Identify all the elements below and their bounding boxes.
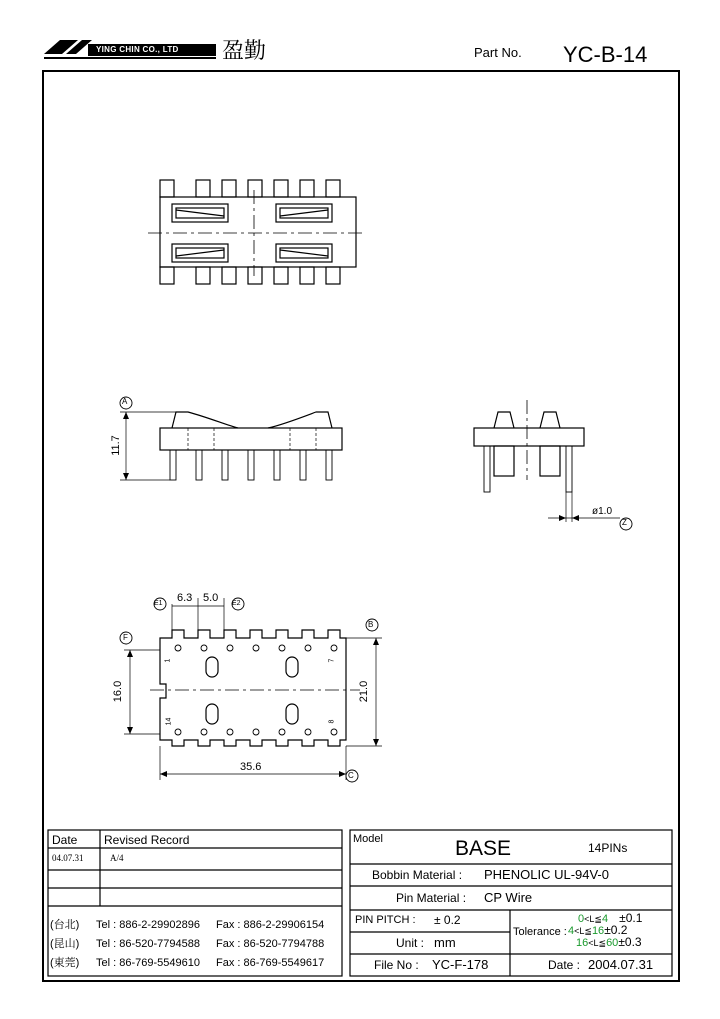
contact-region: (東莞): [50, 957, 80, 969]
dim-pin-diameter: ø1.0: [592, 506, 613, 517]
top-view-upper-pins: [160, 180, 340, 197]
dim-overall-width: 21.0: [358, 680, 371, 703]
pin-pitch-value: ± 0.2: [434, 913, 461, 927]
dim-height: 11.7: [109, 435, 122, 456]
tolerance-value: ±0.1: [619, 911, 643, 925]
tolerance-range-to: 4: [601, 913, 609, 925]
bobbin-material-label: Bobbin Material :: [372, 868, 463, 882]
datum-z: Z: [622, 518, 627, 527]
pin-count: 14PINs: [588, 841, 628, 855]
tolerance-value: ±0.2: [604, 923, 628, 937]
datum-e2: E2: [232, 600, 241, 607]
dim-overall-length: 35.6: [240, 761, 262, 773]
contact-region: (台北): [50, 919, 80, 931]
pin-material-value: CP Wire: [484, 890, 533, 905]
bobbin-material-value: PHENOLIC UL-94V-0: [484, 867, 609, 882]
datum-f: F: [123, 633, 128, 642]
datum-a: A: [122, 397, 128, 406]
tolerance-operator: <L≦: [584, 914, 602, 924]
revision-row-record: A/4: [110, 853, 124, 863]
contact-tel: Tel : 86-769-5549610: [96, 957, 200, 969]
part-no-value: YC-B-14: [563, 42, 648, 67]
tolerance-range-to: 60: [606, 937, 619, 949]
tolerance-label: Tolerance :: [513, 926, 567, 938]
revision-row-date: 04.07.31: [52, 853, 84, 863]
unit-label: Unit :: [396, 936, 425, 950]
revision-col-date: Date: [52, 833, 78, 847]
tolerance-row: [576, 936, 642, 949]
unit-value: mm: [434, 935, 456, 950]
contact-region: (昆山): [50, 938, 80, 950]
date-value: 2004.07.31: [588, 957, 654, 972]
tolerance-value: ±0.3: [618, 935, 642, 949]
dim-pitch-left: 6.3: [177, 592, 193, 604]
tolerance-operator: <L≦: [588, 938, 607, 948]
top-view-lower-pins: [160, 267, 340, 284]
pin-label-14: 14: [165, 717, 173, 726]
pin-label-8: 8: [328, 719, 336, 724]
date-label: Date :: [548, 958, 581, 972]
dim-inner-width: 16.0: [112, 680, 125, 703]
tolerance-range-from: 16: [576, 937, 589, 949]
bottom-view: [120, 598, 382, 782]
revision-col-record: Revised Record: [104, 833, 190, 847]
contact-fax: Fax : 86-520-7794788: [216, 938, 325, 950]
pin-material-label: Pin Material :: [396, 891, 467, 905]
tolerance-range-from: 0: [578, 913, 585, 925]
file-no-value: YC-F-178: [432, 957, 489, 972]
front-view: [120, 397, 342, 480]
pin-label-7: 7: [328, 658, 336, 663]
tolerance-range-from: 4: [568, 925, 575, 937]
company-name: YING CHIN CO., LTD: [96, 45, 179, 54]
datum-e1: E1: [154, 600, 163, 607]
dim-pitch-right: 5.0: [203, 592, 219, 604]
file-no-label: File No :: [374, 958, 419, 972]
datum-c: C: [348, 771, 354, 780]
model-label: Model: [353, 833, 383, 845]
contact-fax: Fax : 886-2-29906154: [216, 919, 325, 931]
contact-tel: Tel : 86-520-7794588: [96, 938, 200, 950]
pin-label-1: 1: [164, 658, 172, 663]
top-view: [148, 180, 364, 284]
company-chinese-name: 盈勤: [222, 38, 267, 63]
tolerance-operator: <L≦: [574, 926, 592, 936]
pin-pitch-label: PIN PITCH :: [355, 914, 416, 926]
tolerance-range-to: 16: [591, 925, 605, 937]
title-block-lines: [48, 830, 672, 976]
contact-fax: Fax : 86-769-5549617: [216, 957, 325, 969]
model-value: BASE: [455, 837, 512, 860]
contact-tel: Tel : 886-2-29902896: [96, 919, 200, 931]
datum-b: B: [368, 620, 374, 629]
part-no-label: Part No.: [474, 45, 522, 60]
